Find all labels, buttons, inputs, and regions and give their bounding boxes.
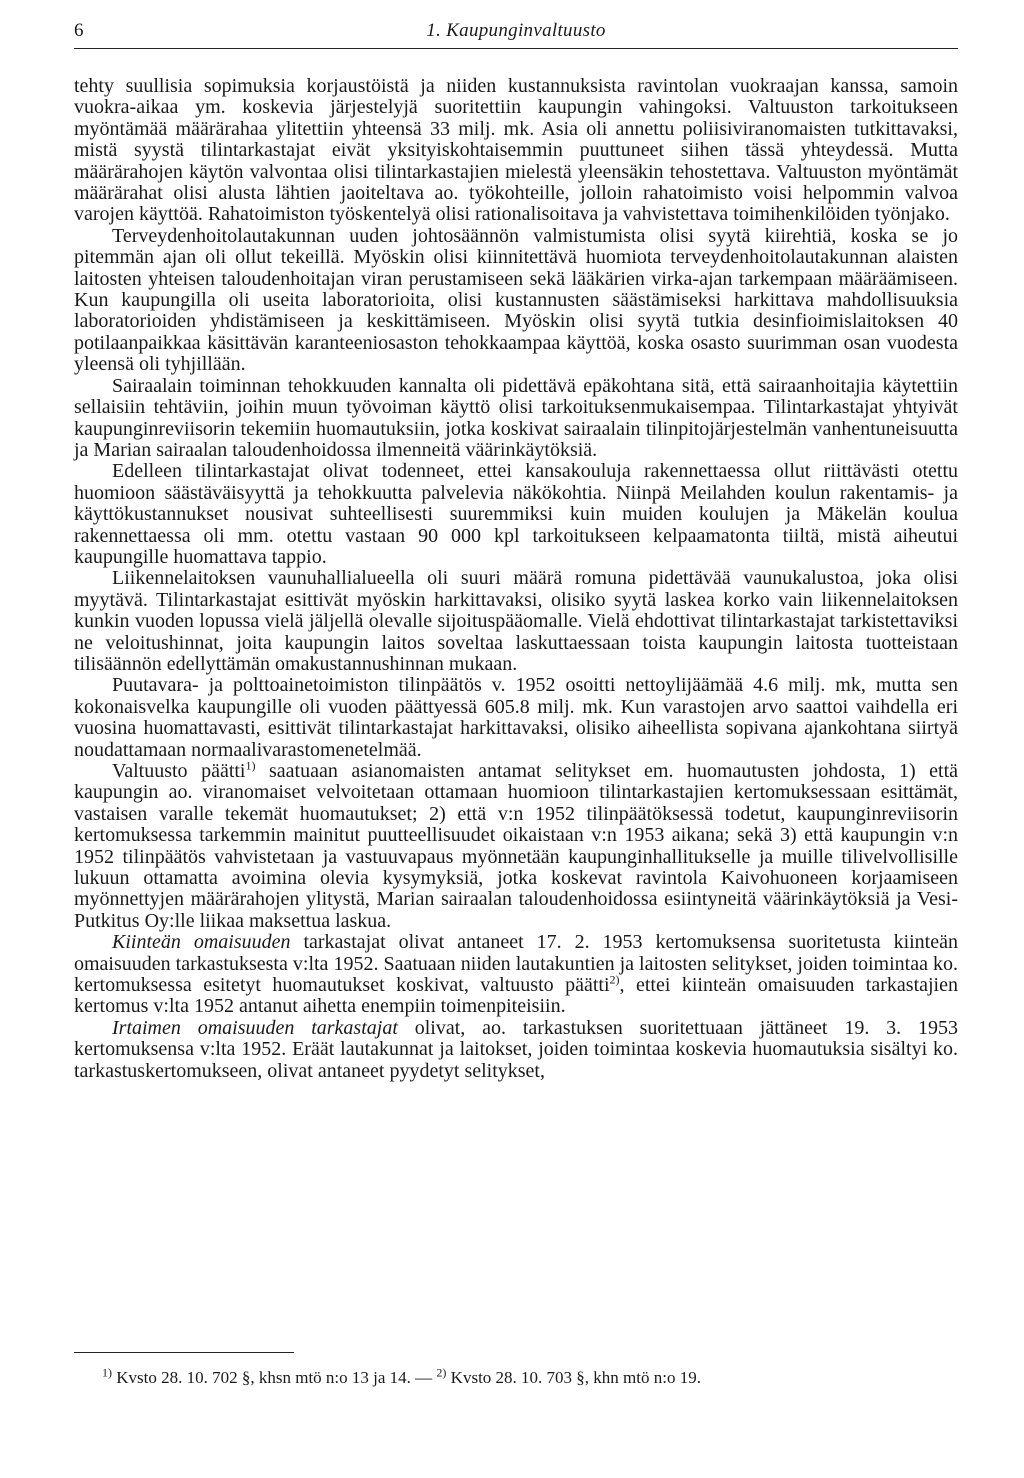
- text-run: olivat, ao. tarkastuksen suoritettuaan jättäneet 19. 3. 1953 kertomuksensa v:lta 1952. Eräät lautakunnat ja laitokset, joiden toimintaa koskevia huomautuksia sisältyi ko. tarkastuskertomukseen, olivat antaneet pyydetyt selitykset,: [74, 1016, 958, 1082]
- paragraph: [74, 758, 959, 932]
- page-number: 6: [74, 20, 84, 41]
- paragraph: tehty suullisia sopimuksia korjaustöistä ja niiden kustannuksista ravintolan vuokraajan kanssa, samoin vuokra-aikaa ym. koskevia järjestelyjä suoritettiin kaupungin vahingoksi. Valtuuston tarkoitukseen myöntämää määrärahaa ylitettiin yhteensä 33 milj. mk. Asia oli annettu poliisiviranomaisten tutkittavaksi, mistä syystä tilintarkastajat eivät yksityiskohtaisemmin puuttuneet siihen tässä yhteydessä. Mutta määrärahojen käytön valvontaa olisi tilintarkastajien mielestä yleensäkin tehostettava. Valtuuston myöntämät määrärahat olisi alusta lähtien jaoiteltava ao. työkohteille, jolloin rahatoimisto voisi helpommin valvoa varojen käyttöä. Rahatoimiston työskentelyä olisi rationalisoitava ja vahvistettava toimihenkilöiden työnjako.: [74, 75, 958, 226]
- footnote-divider: [74, 1352, 294, 1353]
- footnote-text: Kvsto 28. 10. 702 §, khsn mtö n:o 13 ja 14. —: [112, 1368, 437, 1387]
- footnotes: [74, 1365, 958, 1388]
- footnote-mark: 2): [436, 1365, 447, 1380]
- italic-term: Irtaimen omaisuuden tarkastajat: [112, 1016, 398, 1039]
- footnote-text: Kvsto 28. 10. 703 §, khn mtö n:o 19.: [446, 1368, 701, 1387]
- paragraph: Liikennelaitoksen vaunuhallialueella oli suuri määrä romuna pidettävää vaunukalustoa, joka olisi myytävä. Tilintarkastajat esittivät myöskin harkittavaksi, olisiko syytä laskea korko vain liikennelaitoksen kunkin vuoden lopussa vielä jäljellä olevalle sijoituspääomalle. Vielä ehdottivat tilintarkastajat tarkistettaviksi ne veloitushinnat, joita kaupungin laitos soveltaa laskuttaessaan toista kaupungin laitosta tuotteistaan tilisäännön edellyttämän omakustannushinnan mukaan.: [74, 567, 958, 675]
- italic-term: Kiinteän omaisuuden: [112, 931, 291, 954]
- paragraph: [74, 932, 958, 1018]
- text-run: Valtuusto päätti: [112, 760, 246, 782]
- running-title: 1. Kaupunginvaltuusto: [426, 20, 606, 41]
- body-text: [74, 76, 958, 1082]
- document-page: [74, 20, 959, 1387]
- footnote-ref: 1): [245, 758, 256, 773]
- text-run: , ettei kiinteän omaisuuden tarkastajien kertomus v:lta 1952 antanut aihetta enempiin toimenpiteisiin.: [74, 974, 958, 1018]
- text-run: saatuaan asianomaisten antamat selitykset em. huomautusten johdosta, 1) että kaupungin ao. viranomaiset velvoitetaan ottamaan huomioon tilintarkastajien kertomuksessaan esittämät, vastaisen varalle tekemät huomautukset; 2) että v:n 1952 tilinpäätöksessä todetut, kaupunginreviisorin kertomuksessa tarkemmin mainitut puutteellisuudet oikaistaan v:n 1953 aikana; sekä 3) että kaupungin v:n 1952 tilinpäätös vahvistetaan ja vastuuvapaus myönnetään kaupunginhallitukselle ja muille tilivelvollisille lukuun ottamatta avoimina olevia kysymyksiä, jotka koskevat ravintola Kaivohuoneen korjaamiseen myönnettyjen määrärahojen ylitystä, Marian sairaalan taloudenhoidossa esiintyneitä väärinkäytöksiä ja Vesi-Putkitus Oy:lle liikaa maksettua laskua.: [74, 760, 959, 932]
- paragraph: Puutavara- ja polttoainetoimiston tilinpäätös v. 1952 osoitti nettoylijäämää 4.6 milj. mk, mutta sen kokonaisvelka kaupungille oli vuoden päättyessä 605.8 milj. mk. Kun varastojen arvo saattoi vaihdella eri vuosina huomattavasti, esittivät tilintarkastajat harkittavaksi, olisiko aiheellista sopivana ajankohtana siirtyä noudattamaan normaalivarastomenetelmää.: [74, 674, 958, 761]
- paragraph: Sairaalain toiminnan tehokkuuden kannalta oli pidettävä epäkohtana sitä, että sairaanhoitajia käytettiin sellaisiin tehtäviin, joihin muun työvoiman käyttö olisi tarkoituksenmukaisempaa. Tilintarkastajat yhtyivät kaupunginreviisorin tekemiin huomautuksiin, jotka koskivat sairaalain tilinpitojärjestelmän vanhentuneisuutta ja Marian sairaalan taloudenhoidossa ilmenneitä väärinkäytöksiä.: [74, 374, 958, 461]
- paragraph: Terveydenhoitolautakunnan uuden johtosäännön valmistumista olisi syytä kiirehtiä, koska se jo pitemmän ajan oli ollut tekeillä. Myöskin olisi kiinnitettävä huomiota terveydenhoitolautakunnan alaisten laitosten yhteisen taloudenhoitajan viran perustamiseen sekä lääkärien virka-ajan tarkempaan määräämiseen. Kun kaupungilla oli useita laboratorioita, olisi kustannusten säästämiseksi harkittava mahdollisuuksia laboratorioiden yhdistämiseen ja keskittämiseen. Myöskin olisi syytä tutkia desinfioimislaitoksen 40 potilaanpaikkaa käsittävän karanteeniosaston tehokkaampaa käyttöä, koska osasto suurimman osan vuodesta yleensä oli tyhjillään.: [74, 224, 958, 376]
- text-run: tarkastajat olivat antaneet 17. 2. 1953 kertomuksensa suoritetusta kiinteän omaisuuden tarkastuksesta v:lta 1952. Saatuaan niiden lautakuntien ja laitosten selitykset, joiden toimintaa ko. kertomuksessa esitetyt huomautukset koskivat, valtuusto päätti: [74, 931, 958, 997]
- page-header: [74, 20, 958, 49]
- paragraph: Edelleen tilintarkastajat olivat todenneet, ettei kansakouluja rakennettaessa ollut riittävästi otettu huomioon säästäväisyyttä ja tehokkuutta palvelevia näkökohtia. Niinpä Meilahden koulun rakentamis- ja käyttökustannukset nousivat suhteellisesti suuremmiksi kuin muiden koulujen ja Mäkelän koulua rakennettaessa oli mm. otettu vastaan 90 000 kpl tarkoitukseen kelpaamatonta tiiltä, mistä aiheutui kaupungille huomattava tappio.: [74, 460, 958, 568]
- footnote-ref: 2): [609, 972, 620, 987]
- footnote-mark: 1): [102, 1365, 112, 1380]
- paragraph: [74, 1018, 958, 1082]
